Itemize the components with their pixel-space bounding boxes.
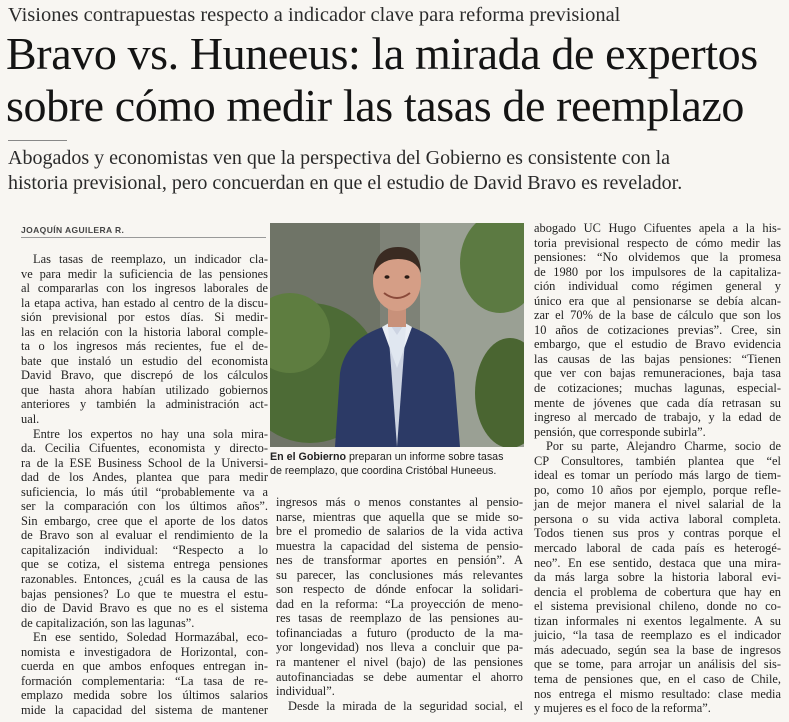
text-line: CP Consultores, también plantea que “el — [534, 453, 781, 468]
text-line: su parecer, las conclusiones más relevantes — [276, 567, 523, 582]
deck-line-1: Abogados y economistas ven que la perspectiva del Gobierno es consistente con la — [8, 147, 671, 169]
text-line: nos entrega el mismo resultado: clase media — [534, 686, 781, 701]
text-line: sión previsional por estos días. Si medir- — [21, 310, 268, 325]
text-line: ve para medir la suficiencia de las pensiones — [21, 266, 268, 281]
text-line: ingreso al mercado de trabajo, y la edad de — [534, 410, 781, 425]
text-line: formación complementaria: “La tasa de re- — [21, 673, 268, 688]
headline-line-1: Bravo vs. Huneeus: la mirada de expertos — [6, 28, 758, 79]
text-line: emplazo medida sobre los últimos salarios — [21, 688, 268, 703]
photo-caption — [270, 451, 524, 478]
text-line: de Bravo son al evaluar el rendimiento de la — [21, 528, 268, 543]
text-line: David Bravo, que discrepó de los cálculos — [21, 368, 268, 383]
text-line: ra mantener el nivel (bajo) de las pensiones — [276, 655, 523, 670]
text-line: individual”. — [276, 684, 335, 699]
byline-divider — [21, 237, 266, 238]
text-line: bre el promedio de salarios de la vida activa — [276, 524, 523, 539]
headline — [6, 28, 786, 132]
text-line: jan de mejor manera el nivel salarial de la — [534, 497, 781, 512]
text-line: más adecuado, según sea la base de ingresos — [534, 642, 781, 657]
text-line: juicio, “la tasa de reemplazo es el indicador — [534, 628, 781, 643]
text-line: dad de los Andes, plantea que para medir — [21, 470, 268, 485]
text-line: la etapa activa, han estado al centro de la discu- — [21, 295, 268, 310]
text-line: cuerda en que ambos enfoques entregan in- — [21, 659, 268, 674]
text-line: que hasta ahora habían utilizado gobiernos — [21, 382, 268, 397]
portrait-illustration — [270, 223, 524, 447]
text-line: de capitalización, son las lagunas”. — [21, 615, 195, 630]
text-line: ual. — [21, 412, 40, 427]
text-line: pensión, que corresponde subirla”. — [534, 424, 706, 439]
text-line: pensiones: “No olvidemos que la promesa — [534, 250, 781, 265]
text-line: Las tasas de reemplazo, un indicador cla- — [33, 252, 268, 266]
text-line: mercado laboral de cada país es heterogé- — [534, 541, 781, 556]
text-line: anteriores y también la administración act- — [21, 397, 268, 412]
text-line: da más larga sobre la historia laboral evi- — [534, 570, 781, 585]
text-line: ción individual como régimen general y — [534, 279, 781, 294]
text-line: capitalización individual: “Respecto a lo — [21, 542, 268, 557]
divider — [8, 140, 67, 141]
text-line: que se cotiza, el sistema entrega pensiones — [21, 557, 268, 572]
text-line: muestra la capacidad del sistema de pensio- — [276, 538, 523, 553]
text-line: de 1980 por los impulsores de la capitaliza- — [534, 264, 781, 279]
text-line: 10 años de cotizaciones previas”. Cree, sin — [534, 322, 781, 337]
text-line: toria previsional respecto de cómo medir las — [534, 235, 781, 250]
text-line: mente de jóvenes que cada día retrasan su — [534, 395, 781, 410]
article-column-1 — [21, 252, 268, 718]
kicker: Visiones contrapuestas respecto a indicador clave para reforma previsional — [8, 4, 621, 26]
man-portrait-icon — [270, 223, 524, 447]
article-column-2 — [276, 495, 523, 713]
text-line: autofinanciadas se debe aumentar el ahorro — [276, 669, 523, 684]
caption-line-2: de reemplazo, que coordina Cristóbal Huneeus. — [270, 464, 497, 477]
text-line: y mujeres es el foco de la reforma”. — [534, 701, 711, 716]
text-line: zar el 70% de la base de cálculo que son los — [534, 308, 781, 323]
caption-lead: En el Gobierno — [270, 451, 347, 463]
text-line: dad en la reforma: “La proyección de meno- — [276, 596, 523, 611]
deck-line-2: historia previsional, pero concuerdan en que el estudio de David Bravo es revelador. — [8, 172, 683, 194]
text-line: ta o los ingresos más recientes, fue el de- — [21, 339, 268, 354]
text-line: ingresos más o menos constantes al pensio- — [276, 495, 523, 509]
text-line: Todos tienen sus pros y contras porque el — [534, 526, 781, 541]
text-line: tema de pensiones que, en el caso de Chile, — [534, 671, 781, 686]
text-line: dencia el problema de cobertura que hay en — [534, 584, 781, 599]
text-line: tofinanciadas a futuro (producto de la ma- — [276, 625, 523, 640]
text-line: ser la comparación con los últimos años”. — [21, 499, 268, 514]
text-line: tizan informales ni exentos legalmente. A su — [534, 613, 781, 628]
text-line: las en relación con la historia laboral comple- — [21, 324, 268, 339]
article-column-3 — [534, 221, 781, 716]
text-line: neo”. En ese sentido, destaca que una mira- — [534, 555, 781, 570]
deck — [8, 146, 786, 196]
headline-line-2: sobre cómo medir las tasas de reemplazo — [6, 80, 745, 131]
text-line: Sin embargo, cree que el aporte de los datos — [21, 513, 268, 528]
text-line: bate que instaló un estudio del economista — [21, 353, 268, 368]
text-line: mide la capacidad del sistema de mantener — [21, 702, 268, 717]
text-line: Desde la mirada de la seguridad social, el — [288, 698, 523, 713]
text-line: al compararlas con los ingresos laborales de — [21, 281, 268, 296]
text-line: narse, mientras que aquella que se mide so- — [276, 509, 523, 524]
text-line: las causas de las bajas pensiones: “Tienen — [534, 351, 781, 366]
text-line: res tasas de reemplazo de las pensiones au- — [276, 611, 523, 626]
text-line: que ver con bajas remuneraciones, baja tasa — [534, 366, 781, 381]
text-line: abogado UC Hugo Cifuentes apela a la his- — [534, 221, 781, 235]
text-line: ideal es tomar un período más largo de tiem- — [534, 468, 781, 483]
byline: JOAQUÍN AGUILERA R. — [21, 225, 125, 235]
caption-line-1 — [270, 451, 524, 465]
text-line: son respecto de dónde enfocar la solidari- — [276, 582, 523, 597]
text-line: dio de David Bravo es que no es el sistema — [21, 601, 268, 616]
text-line: bajas pensiones? Lo que te muestra el estu- — [21, 586, 268, 601]
text-line: En ese sentido, Soledad Hormazábal, eco- — [33, 630, 268, 645]
text-line: Por su parte, Alejandro Charme, socio de — [546, 439, 781, 454]
text-line: embargo, que el estudio de Bravo evidencia — [534, 337, 781, 352]
text-line: po, como 10 años por ejemplo, porque refle- — [534, 482, 781, 497]
text-line: yor longevidad) nos lleva a concluir que pa- — [276, 640, 523, 655]
text-line: nes de transformar aportes en pensión”. A — [276, 553, 523, 568]
text-line: razonables. Entonces, ¿cuál es la causa de las — [21, 572, 268, 587]
text-line: de cotizaciones; muchas lagunas, especial- — [534, 381, 781, 396]
caption-line-1-rest: preparan un informe sobre tasas — [346, 451, 504, 463]
text-line: Entre los expertos no hay una sola mira- — [33, 426, 268, 441]
text-line: da. Cecilia Cifuentes, economista y directo- — [21, 441, 268, 456]
text-line: que se tome, para arrojar un análisis del sis- — [534, 657, 781, 672]
text-line: ra de la ESE Business School de la Universi- — [21, 455, 268, 470]
text-line: único era que al pensionarse se debía alcan- — [534, 293, 781, 308]
text-line: nomista e investigadora de Horizontal, con- — [21, 644, 268, 659]
text-line: suficiencia, lo más útil “probablemente va a — [21, 484, 268, 499]
text-line: persona o su vida activa laboral completa. — [534, 511, 781, 526]
text-line: el sistema previsional chileno, donde no co- — [534, 599, 781, 614]
